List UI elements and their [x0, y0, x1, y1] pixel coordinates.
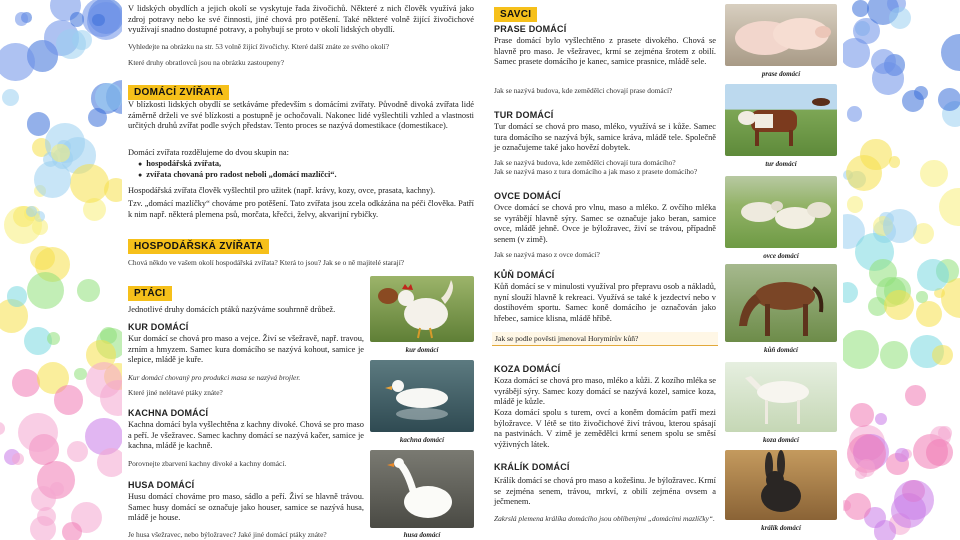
bokeh-dot	[847, 106, 863, 122]
bokeh-dot	[875, 413, 887, 425]
chicken-photo	[370, 276, 474, 342]
kachna-text: Kachna domácí byla vyšlechtěna z kachny divoké. Chová se pro maso a peří. Je všežravec. Samec kachny domácí se nazývá kačer, samice je kachna, mládě je kachně.	[128, 420, 364, 451]
kun-title: KŮŇ DOMÁCÍ	[494, 270, 555, 280]
domaci-paragraph-2: Domácí zvířata rozdělujeme do dvou skupin na:	[128, 148, 289, 157]
kralik-title: KRÁLÍK DOMÁCÍ	[494, 462, 570, 472]
kralik-text: Králík domácí se chová pro maso a kožešinu. Je býložravec. Krmí se zejména senem, trávou, mrkví, z obilí zejména ovsem a ječmenem.	[494, 476, 716, 507]
left-bokeh-decoration	[0, 0, 125, 540]
intro-question-2: Které druhy obratlovců jsou na obrázku zastoupeny?	[128, 58, 284, 67]
ptaci-intro: Jednotlivé druhy domácích ptáků nazýváme souhrnně drůbež.	[128, 305, 336, 314]
rabbit-photo	[725, 450, 837, 520]
bokeh-dot	[902, 90, 924, 112]
bokeh-dot	[880, 341, 908, 369]
left-column	[122, 0, 482, 540]
kur-question: Které jiné nelétavé ptáky znáte?	[128, 388, 223, 397]
bokeh-dot	[30, 246, 54, 270]
kachna-title: KACHNA DOMÁCÍ	[128, 408, 209, 418]
kur-note: Kur domácí chovaný pro produkci masa se nazývá brojler.	[128, 373, 301, 382]
ptaci-heading: PTÁCI	[128, 286, 172, 301]
sheep-photo	[725, 176, 837, 248]
kralik-note: Zakrslá plemena králíka domácího jsou oblíbenými „domácími mazlíčky“.	[494, 514, 715, 523]
bokeh-dot	[858, 459, 876, 477]
husa-title: HUSA DOMÁCÍ	[128, 480, 195, 490]
ovce-title: OVCE DOMÁCÍ	[494, 191, 561, 201]
bokeh-dot	[860, 139, 892, 171]
bokeh-dot	[920, 160, 947, 187]
bokeh-dot	[0, 422, 5, 435]
domaci-paragraph-4: Tzv. „domácí mazlíčky“ chováme pro potěšení. Tato zvířata jsou zcela odkázána na péči člověka. Patří k nim např. některá plemena psů, morčata, křečci, želvy, akvarijní rybičky.	[128, 199, 474, 219]
kun-text: Kůň domácí se v minulosti využíval pro přepravu osob a nákladů, nyní slouží hlavně k rekreaci. Využívá se také k jezdectví nebo v dostihovém sportu. Samec koně domácího je označován jako hřebec, samice klisna, mládě hříbě.	[494, 282, 716, 323]
koza-text-2: Koza domácí spolu s turem, ovcí a koněm domácím patří mezi býložravce. V létě se tito živočichové živí trávou, kterou spásají na pastvinách. V zimě je zemědělci krmí senem spolu se směsí výživných látek.	[494, 408, 716, 449]
goat-photo	[725, 362, 837, 432]
bokeh-dot	[72, 30, 92, 50]
kur-text: Kur domácí se chová pro maso a vejce. Živí se všežravě, např. travou, zrním a hmyzem. Samec kura domácího se nazývá kohout, samice je slepice, mládě je kuře.	[128, 334, 364, 365]
ovce-question: Jak se nazývá maso z ovce domácí?	[494, 250, 600, 259]
ovce-caption: ovce domácí	[763, 252, 799, 260]
bokeh-dot	[895, 448, 908, 461]
koza-caption: koza domácí	[763, 436, 799, 444]
bokeh-dot	[938, 88, 960, 111]
goose-photo	[370, 450, 474, 528]
bokeh-dot	[938, 426, 952, 440]
bokeh-dot	[70, 12, 85, 27]
tur-question-1: Jak se nazývá budova, kde zemědělci chovají tura domácího?	[494, 158, 676, 167]
group-item: ● zvířata chovaná pro radost neboli „domácí mazlíčci“.	[138, 170, 478, 181]
cattle-photo	[725, 84, 837, 156]
bokeh-dot	[852, 0, 869, 17]
savci-heading: SAVCI	[494, 7, 537, 22]
bokeh-dot	[34, 161, 71, 198]
intro-paragraph: V lidských obydlích a jejich okolí se vyskytuje řada živočichů. Některé z nich člověk využívá jako zdroj potravy nebo ke své činnosti, jiné chová pro potěšení. Také některé volně žijící živočichové využívají snadno dostupné potravy, a pohybují se proto v okolí lidských obydlí.	[128, 4, 474, 35]
kralik-caption: králík domácí	[761, 524, 801, 532]
bokeh-dot	[884, 290, 914, 320]
koza-title: KOZA DOMÁCÍ	[494, 364, 561, 374]
bokeh-dot	[850, 403, 874, 427]
bokeh-dot	[95, 83, 122, 110]
bokeh-dot	[889, 7, 911, 29]
hospodarska-zvirata-heading: HOSPODÁŘSKÁ ZVÍŘATA	[128, 239, 269, 254]
husa-caption: husa domácí	[403, 531, 441, 539]
bokeh-dot	[86, 362, 122, 398]
bokeh-dot	[840, 330, 879, 369]
prase-question: Jak se nazývá budova, kde zemědělci chovají prase domácí?	[494, 86, 673, 95]
bokeh-dot	[894, 480, 934, 520]
bokeh-dot	[916, 301, 942, 327]
tur-title: TUR DOMÁCÍ	[494, 110, 554, 120]
koza-text: Koza domácí se chová pro maso, mléko a kůži. Z kozího mléka se vyrábějí sýry. Samec kozy domácí se nazývá kozel, samice koza, mládě je kůzle.	[494, 376, 716, 407]
prase-text: Prase domácí bylo vyšlechtěno z prasete divokého. Chová se hlavně pro maso. Je všežravec, krmí se zejména šrotem z obilí. Samec prasete domácího je kanec, samice prasnice, mládě sele.	[494, 36, 716, 67]
bokeh-dot	[917, 259, 949, 291]
bokeh-dot	[12, 453, 24, 465]
bokeh-dot	[941, 34, 960, 71]
bokeh-dot	[47, 332, 61, 346]
kun-caption: kůň domácí	[763, 346, 799, 354]
domaci-zvirata-heading: DOMÁCÍ ZVÍŘATA	[128, 85, 229, 100]
bokeh-dot	[26, 206, 37, 217]
intro-question-1: Vyhledejte na obrázku na str. 53 volně žijící živočichy. Které další znáte ze svého okolí?	[128, 42, 389, 51]
domaci-paragraph-1: V blízkosti lidských obydlí se setkáváme především s domácími zvířaty. Původně divoká zvířata lidé záměrně drželi ve své blízkosti a postupně je ochočovali. Nakonec lidé vyšlechtili vzhled a vlastnosti určitých druhů zvířat podle svých představ. Tento proces se nazývá domestikace (domestikace).	[128, 100, 474, 131]
bokeh-dot	[840, 38, 869, 67]
bokeh-dot	[77, 279, 100, 302]
bokeh-dot	[97, 448, 125, 477]
bokeh-dot	[18, 413, 57, 452]
kun-question-box: Jak se podle pověsti jmenoval Horymírův kůň?	[492, 332, 718, 346]
bokeh-dot	[12, 369, 40, 397]
bokeh-dot	[0, 43, 35, 82]
bokeh-dot	[871, 49, 896, 74]
husa-text: Husu domácí chováme pro maso, sádlo a peří. Živí se hlavně trávou. Samec husy domácí se označuje jako houser, samice se nazývá husa, mládě je house.	[128, 492, 364, 523]
bokeh-dot	[905, 385, 926, 406]
prase-caption: prase domácí	[761, 70, 801, 78]
horse-photo	[725, 264, 837, 342]
bokeh-dot	[27, 272, 64, 309]
bokeh-dot	[932, 345, 953, 366]
kachna-caption: kachna domácí	[399, 436, 445, 444]
bokeh-dot	[847, 196, 863, 212]
kachna-question: Porovnejte zbarvení kachny divoké a kachny domácí.	[128, 459, 287, 468]
hospodarska-question: Chová někdo ve vašem okolí hospodářská zvířata? Která to jsou? Jak se o ně majitelé starají?	[128, 258, 405, 267]
bokeh-dot	[939, 188, 960, 227]
bokeh-dot	[74, 368, 86, 380]
kur-caption: kur domácí	[405, 346, 439, 354]
prase-title: PRASE DOMÁCÍ	[494, 24, 567, 34]
tur-text: Tur domácí se chová pro maso, mléko, využívá se i kůže. Samec tura domácího se nazývá býk, samice kráva, mládě tele. Společně je označujeme také jako hovězí dobytek.	[494, 122, 716, 153]
duck-photo	[370, 360, 474, 432]
ovce-text: Ovce domácí se chová pro vlnu, maso a mléko. Z ovčího mléka se vyrábějí hlavně sýry. Samec se označuje jako beran, samice ovce, mládě jehně. Ovce je býložravec, živí se trávou, případně senem (v zimě).	[494, 203, 716, 244]
bokeh-dot	[926, 439, 953, 466]
bokeh-dot	[54, 385, 84, 415]
bokeh-dot	[70, 164, 109, 203]
right-column	[488, 0, 843, 540]
group-item: ● hospodářská zvířata,	[138, 159, 478, 170]
bokeh-dot	[7, 286, 27, 306]
pig-photo	[725, 4, 837, 66]
tur-caption: tur domácí	[765, 160, 797, 168]
bokeh-dot	[62, 522, 82, 540]
domaci-groups-list	[128, 159, 478, 180]
husa-question: Je husa všežravec, nebo býložravec? Jaké jiné domácí ptáky znáte?	[128, 530, 327, 539]
bokeh-dot	[883, 209, 917, 243]
bokeh-dot	[30, 516, 57, 540]
bokeh-dot	[67, 441, 88, 462]
domaci-paragraph-3: Hospodářská zvířata člověk vyšlechtil pro užitek (např. krávy, kozy, ovce, prasata, kachny).	[128, 186, 436, 195]
bokeh-dot	[2, 89, 19, 106]
bokeh-dot	[15, 12, 28, 25]
bokeh-dot	[31, 486, 56, 511]
tur-question-2: Jak se nazývá maso z tura domácího a jak maso z prasete domácího?	[494, 167, 698, 176]
kur-title: KUR DOMÁCÍ	[128, 322, 189, 332]
right-bokeh-decoration	[835, 0, 960, 540]
bokeh-dot	[844, 493, 871, 520]
